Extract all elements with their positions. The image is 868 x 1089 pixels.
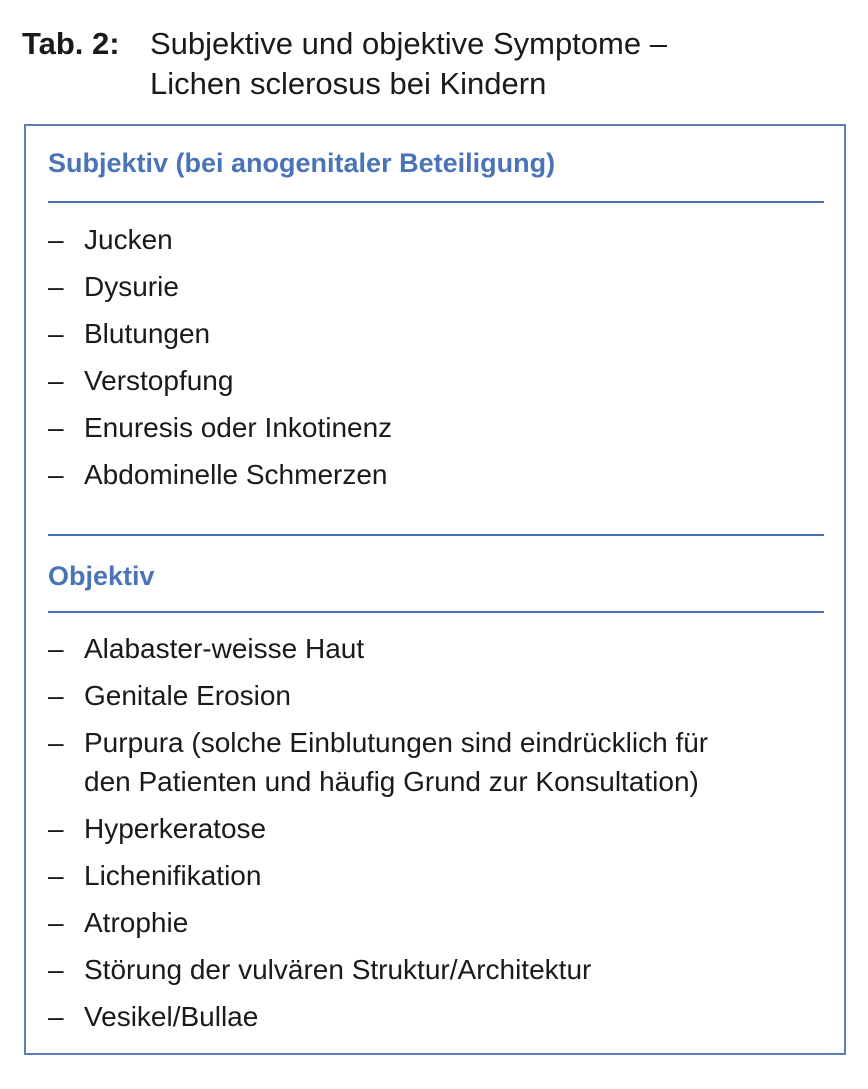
list-item-text bbox=[84, 676, 824, 715]
list-item-line: Atrophie bbox=[84, 907, 189, 938]
section-divider bbox=[48, 201, 824, 203]
list-item bbox=[48, 676, 824, 715]
caption-title-line: Lichen sclerosus bei Kindern bbox=[150, 66, 547, 101]
list-item-line: Purpura (solche Einblutungen sind eindrücklich für bbox=[84, 727, 709, 758]
bullet-dash: – bbox=[48, 365, 64, 396]
list-item-text bbox=[84, 809, 824, 848]
caption-label: Tab. 2: bbox=[22, 26, 120, 61]
list-item-text bbox=[84, 629, 824, 668]
list-item bbox=[48, 809, 824, 848]
list-item-text bbox=[84, 950, 824, 989]
list-item-line: Enuresis oder Inkotinenz bbox=[84, 412, 393, 443]
list-item bbox=[48, 903, 824, 942]
bullet-dash: – bbox=[48, 860, 64, 891]
list-item-text bbox=[84, 455, 824, 494]
symptom-table-panel bbox=[24, 124, 846, 1055]
caption-title-line: Subjektive und objektive Symptome – bbox=[150, 26, 667, 61]
bullet-dash: – bbox=[48, 412, 64, 443]
list-item-text bbox=[84, 856, 824, 895]
list-item bbox=[48, 997, 824, 1036]
subjective-symptom-list bbox=[48, 220, 824, 502]
section-heading-subjective: Subjektiv (bei anogenitaler Beteiligung) bbox=[48, 148, 556, 178]
list-item-text bbox=[84, 267, 824, 306]
bullet-dash: – bbox=[48, 954, 64, 985]
list-item bbox=[48, 408, 824, 447]
bullet-dash: – bbox=[48, 813, 64, 844]
section-heading-objective: Objektiv bbox=[48, 561, 155, 591]
bullet-dash: – bbox=[48, 224, 64, 255]
list-item bbox=[48, 856, 824, 895]
list-item-line: den Patienten und häufig Grund zur Konsultation) bbox=[84, 766, 699, 797]
list-item-line: Lichenifikation bbox=[84, 860, 262, 891]
list-item bbox=[48, 314, 824, 353]
list-item bbox=[48, 723, 824, 801]
list-item bbox=[48, 629, 824, 668]
objective-symptom-list bbox=[48, 629, 824, 1044]
list-item-text bbox=[84, 408, 824, 447]
bullet-dash: – bbox=[48, 680, 64, 711]
list-item bbox=[48, 950, 824, 989]
list-item-line: Störung der vulvären Struktur/Architektur bbox=[84, 954, 592, 985]
bullet-dash: – bbox=[48, 459, 64, 490]
list-item bbox=[48, 267, 824, 306]
section-divider bbox=[48, 611, 824, 613]
bullet-dash: – bbox=[48, 271, 64, 302]
list-item-line: Blutungen bbox=[84, 318, 211, 349]
list-item-line: Hyperkeratose bbox=[84, 813, 267, 844]
bullet-dash: – bbox=[48, 1001, 64, 1032]
list-item-line: Abdominelle Schmerzen bbox=[84, 459, 388, 490]
list-item-line: Alabaster-weisse Haut bbox=[84, 633, 365, 664]
list-item-line: Vesikel/Bullae bbox=[84, 1001, 259, 1032]
list-item-text bbox=[84, 361, 824, 400]
list-item-line: Genitale Erosion bbox=[84, 680, 292, 711]
list-item bbox=[48, 361, 824, 400]
table-caption bbox=[22, 24, 852, 104]
bullet-dash: – bbox=[48, 318, 64, 349]
caption-title bbox=[150, 24, 667, 104]
list-item-line: Dysurie bbox=[84, 271, 179, 302]
list-item-line: Jucken bbox=[84, 224, 173, 255]
list-item bbox=[48, 220, 824, 259]
list-item-text bbox=[84, 723, 824, 801]
bullet-dash: – bbox=[48, 907, 64, 938]
list-item-text bbox=[84, 314, 824, 353]
section-divider bbox=[48, 534, 824, 536]
bullet-dash: – bbox=[48, 727, 64, 758]
bullet-dash: – bbox=[48, 633, 64, 664]
list-item-text bbox=[84, 220, 824, 259]
list-item bbox=[48, 455, 824, 494]
list-item-text bbox=[84, 903, 824, 942]
list-item-text bbox=[84, 997, 824, 1036]
list-item-line: Verstopfung bbox=[84, 365, 234, 396]
